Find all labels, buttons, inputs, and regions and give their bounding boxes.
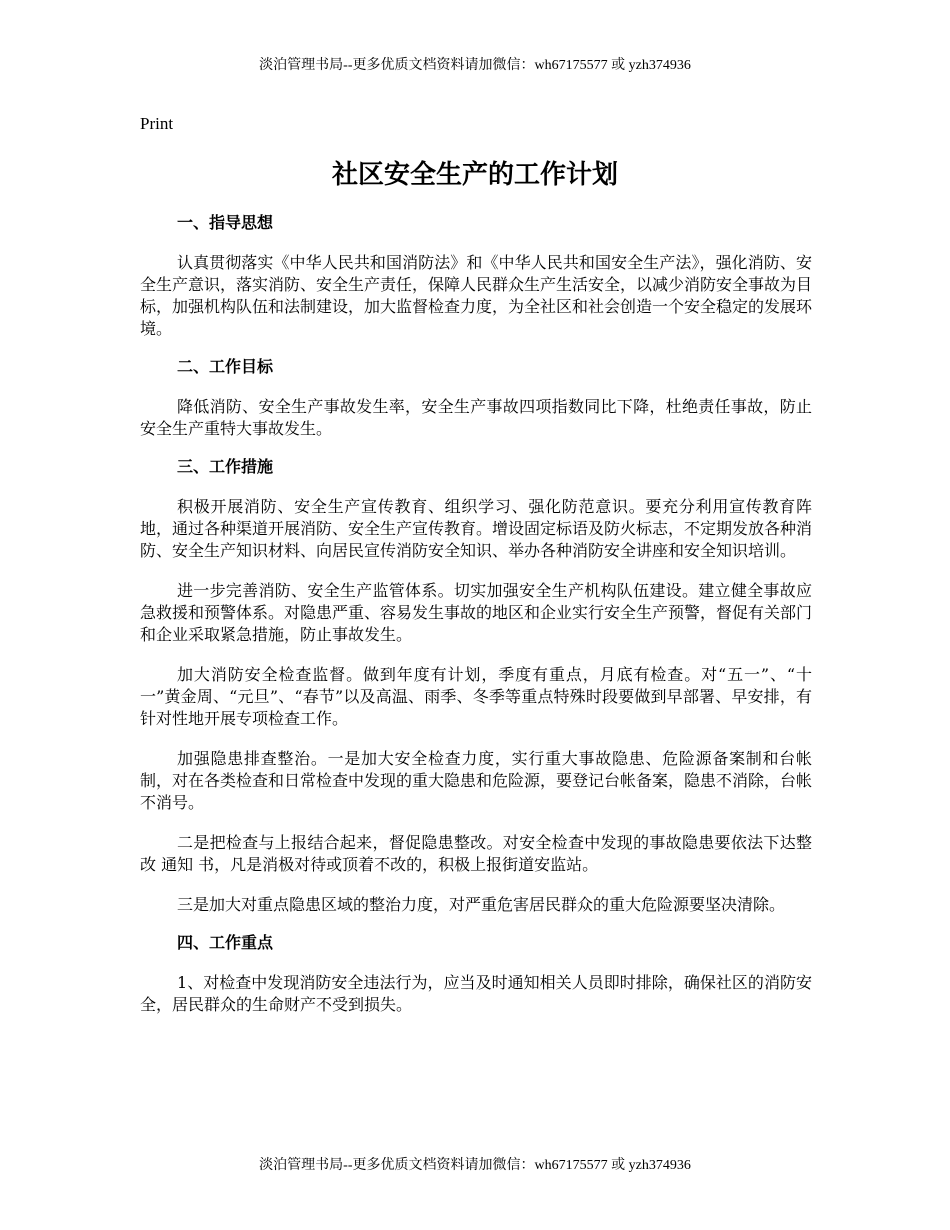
paragraph: 1、对检查中发现消防安全违法行为，应当及时通知相关人员即时排除，确保社区的消防安全，居民群众的生命财产不受到损失。 <box>140 973 812 1014</box>
section-heading: 一、指导思想 <box>177 213 274 232</box>
page-header: 淡泊管理书局--更多优质文档资料请加微信：wh67175577 或 yzh374936 <box>259 58 691 73</box>
document-title: 社区安全生产的工作计划 <box>331 160 618 190</box>
section-heading: 二、工作目标 <box>177 357 274 376</box>
section-heading: 四、工作重点 <box>177 933 274 952</box>
paragraph: 积极开展消防、安全生产宣传教育、组织学习、强化防范意识。要充分利用宣传教育阵地，通过各种渠道开展消防、安全生产宣传教育。增设固定标语及防火标志，不定期发放各种消防、安全生产知识材料、向居民宣传消防安全知识、举办各种消防安全讲座和安全知识培训。 <box>140 497 813 560</box>
page-footer: 淡泊管理书局--更多优质文档资料请加微信：wh67175577 或 yzh374936 <box>259 1158 691 1173</box>
paragraph: 二是把检查与上报结合起来，督促隐患整改。对安全检查中发现的事故隐患要依法下达整改 通知 书，凡是消极对待或顶着不改的，积极上报街道安监站。 <box>140 833 812 874</box>
document-body <box>140 210 812 1016</box>
paragraph: 降低消防、安全生产事故发生率，安全生产事故四项指数同比下降，杜绝责任事故，防止安全生产重特大事故发生。 <box>140 397 812 438</box>
paragraph: 加大消防安全检查监督。做到年度有计划，季度有重点，月底有检查。对“五一”、“十一”黄金周、“元旦”、“春节”以及高温、雨季、冬季等重点特殊时段要做到早部署、早安排，有针对性地开展专项检查工作。 <box>140 665 812 728</box>
print-label: Print <box>140 114 174 133</box>
section-heading: 三、工作措施 <box>177 457 274 476</box>
paragraph: 三是加大对重点隐患区域的整治力度，对严重危害居民群众的重大危险源要坚决清除。 <box>177 895 786 914</box>
paragraph: 进一步完善消防、安全生产监管体系。切实加强安全生产机构队伍建设。建立健全事故应急救援和预警体系。对隐患严重、容易发生事故的地区和企业实行安全生产预警，督促有关部门和企业采取紧急措施，防止事故发生。 <box>140 581 813 644</box>
paragraph: 加强隐患排查整治。一是加大安全检查力度，实行重大事故隐患、危险源备案制和台帐制，对在各类检查和日常检查中发现的重大隐患和危险源，要登记台帐备案，隐患不消除，台帐不消号。 <box>140 749 813 812</box>
paragraph: 认真贯彻落实《中华人民共和国消防法》和《中华人民共和国安全生产法》，强化消防、安全生产意识，落实消防、安全生产责任，保障人民群众生产生活安全，以减少消防安全事故为目标，加强机构队伍和法制建设，加大监督检查力度，为全社区和社会创造一个安全稳定的发展环境。 <box>140 253 813 338</box>
